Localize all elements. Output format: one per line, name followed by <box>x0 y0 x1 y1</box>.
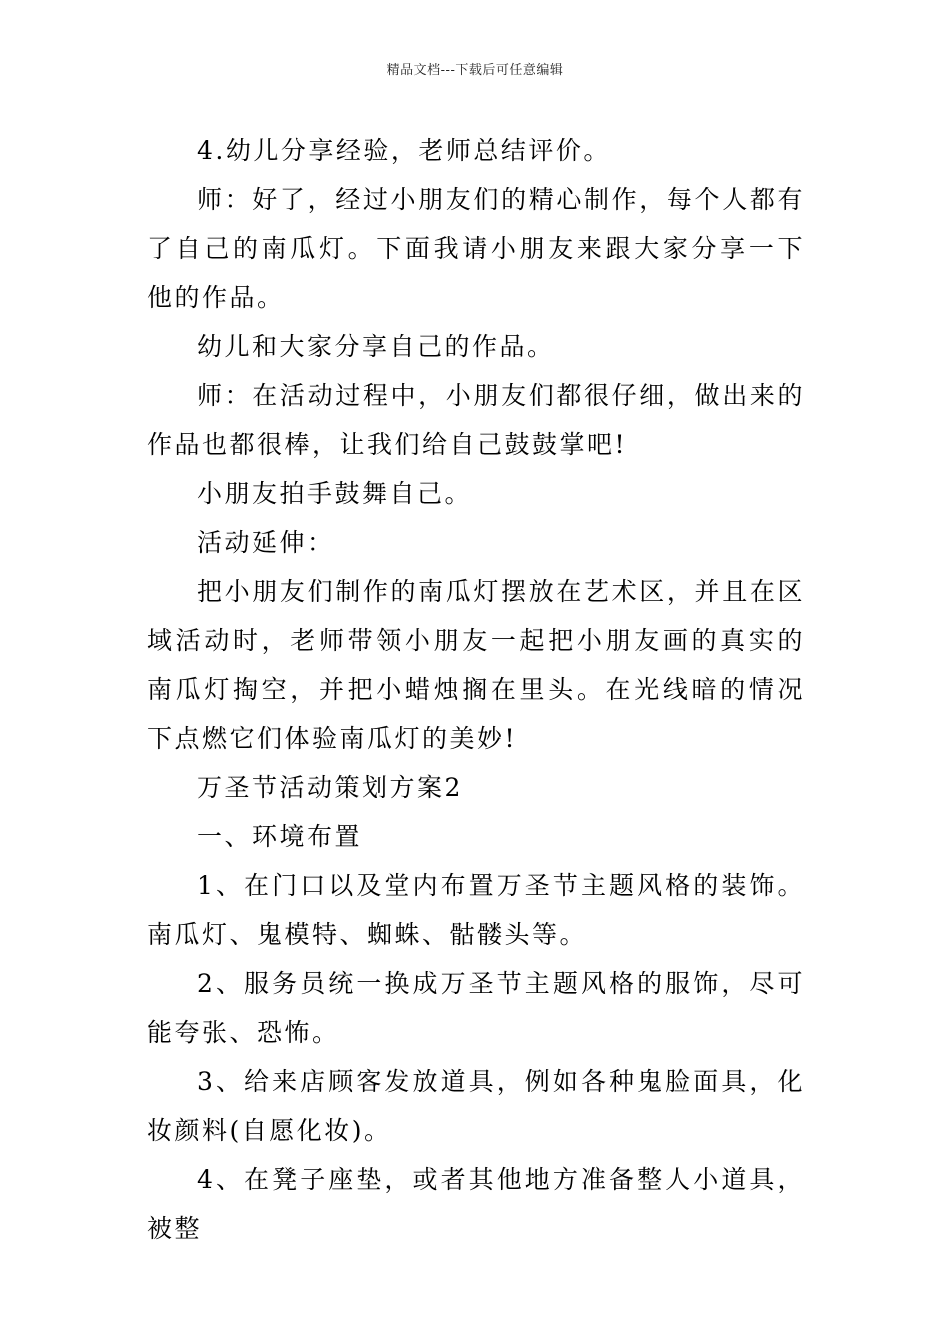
paragraph-1: 4.幼儿分享经验，老师总结评价。 <box>197 136 611 165</box>
section-title: 万圣节活动策划方案2 <box>197 773 463 802</box>
paragraph-3: 幼儿和大家分享自己的作品。 <box>197 332 555 361</box>
list-item-2: 2、服务员统一换成万圣节主题风格的服饰，尽可能夸张、恐怖。 <box>147 969 805 1047</box>
page-header: 精品文档---下载后可任意编辑 <box>386 63 564 78</box>
paragraph-2: 师：好了，经过小朋友们的精心制作，每个人都有了自己的南瓜灯。下面我请小朋友来跟大家分享一下他的作品。 <box>147 185 805 312</box>
list-item-3: 3、给来店顾客发放道具，例如各种鬼脸面具，化妆颜料(自愿化妆)。 <box>147 1067 805 1145</box>
subsection-heading: 一、环境布置 <box>197 822 363 851</box>
paragraph-4: 师：在活动过程中，小朋友们都很仔细，做出来的作品也都很棒，让我们给自己鼓鼓掌吧! <box>147 381 805 459</box>
paragraph-5: 小朋友拍手鼓舞自己。 <box>197 479 473 508</box>
document-body <box>147 126 805 1253</box>
paragraph-7: 把小朋友们制作的南瓜灯摆放在艺术区，并且在区域活动时，老师带领小朋友一起把小朋友画的真实的南瓜灯掏空，并把小蜡烛搁在里头。在光线暗的情况下点燃它们体验南瓜灯的美妙! <box>147 577 805 753</box>
paragraph-6: 活动延伸： <box>197 528 335 557</box>
list-item-1: 1、在门口以及堂内布置万圣节主题风格的装饰。南瓜灯、鬼模特、蜘蛛、骷髅头等。 <box>147 871 805 949</box>
list-item-4: 4、在凳子座垫，或者其他地方准备整人小道具，被整 <box>147 1165 805 1243</box>
